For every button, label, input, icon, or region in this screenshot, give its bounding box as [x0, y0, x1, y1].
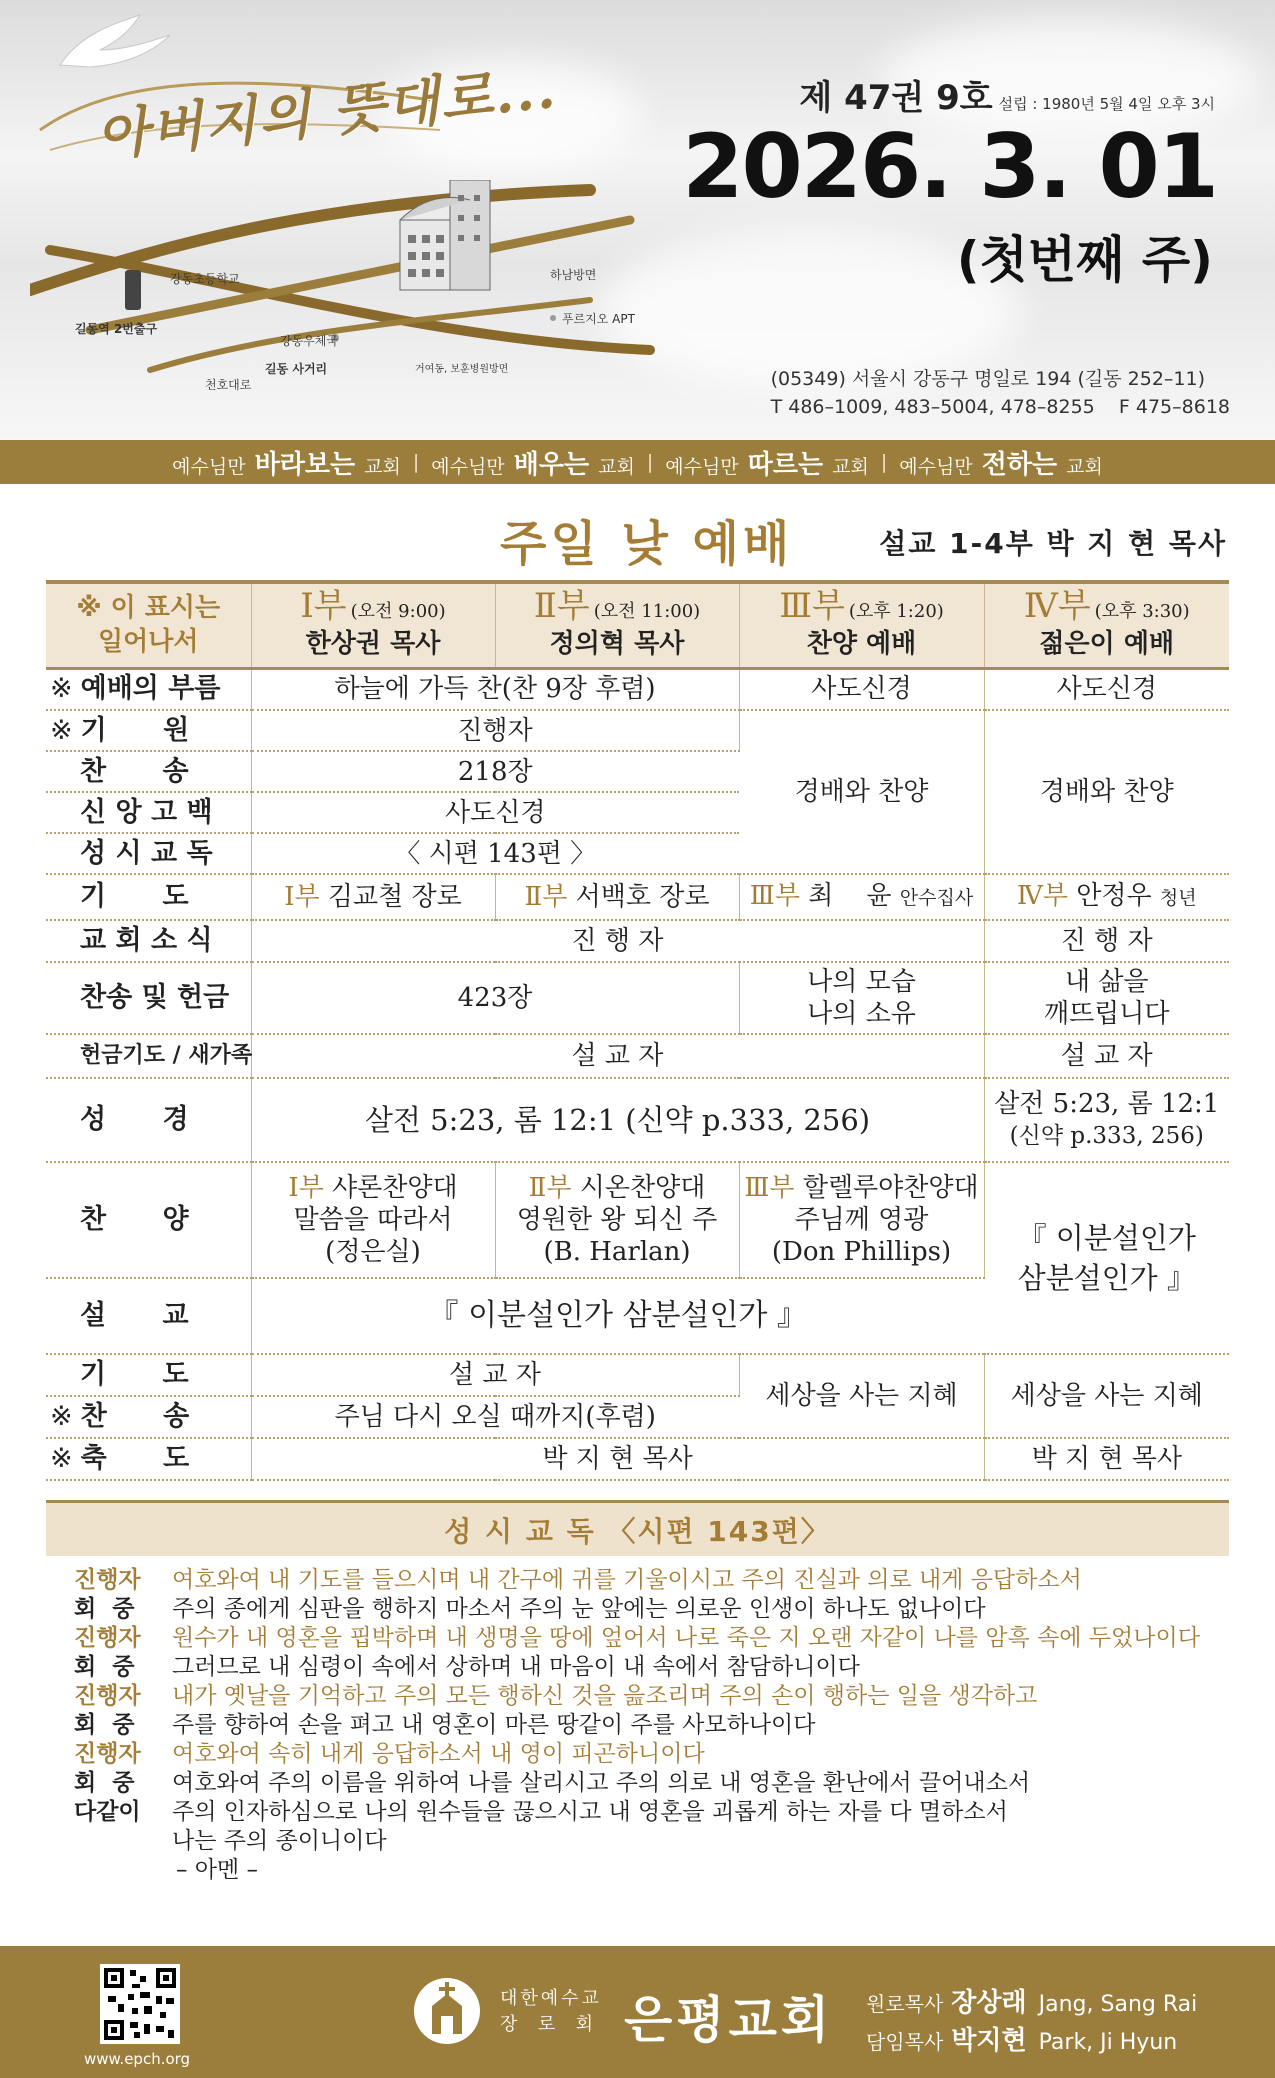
church-emblem-icon — [412, 1976, 482, 2046]
reading-line — [74, 1798, 1214, 1827]
map-label-apt: 푸르지오 APT — [562, 312, 635, 326]
row-label: ※ 기 원 — [46, 710, 251, 751]
table-cell: 사도신경 — [984, 668, 1229, 710]
logo-script: 아버지의 뜻대로... — [93, 55, 560, 168]
map-label-hospital: 거여동, 보훈병원방면 — [415, 364, 509, 375]
row-label: 찬 양 — [46, 1162, 251, 1278]
map-label-hanam: 하남방면 — [550, 268, 597, 282]
table-cell: 내 삶을 깨뜨립니다 — [984, 962, 1229, 1034]
issue-date: 2026. 3. 01 — [682, 115, 1217, 218]
table-row-benediction — [46, 1438, 1229, 1480]
reading-line — [74, 1653, 1214, 1682]
row-label: 성 시 교 독 — [46, 833, 251, 874]
motto-divider: | — [880, 451, 888, 473]
table-row-offering — [46, 962, 1229, 1034]
table-cell: 진 행 자 — [251, 920, 984, 962]
row-label: 찬송 및 헌금 — [46, 962, 251, 1034]
table-cell: 진행자 — [251, 710, 739, 751]
table-row-invocation — [46, 710, 1229, 751]
reading-role: 진행자 — [74, 1683, 141, 1709]
reading-line — [74, 1624, 1214, 1653]
table-cell: Ⅰ부 샤론찬양대 말씀을 따라서 (정은실) — [251, 1162, 495, 1278]
phone-line: T 486–1009, 483–5004, 478–8255 F 475–8618 — [770, 396, 1230, 418]
senior-pastor: 담임목사 박지현 Park, Ji Hyun — [866, 2026, 1178, 2056]
reading-role: 진행자 — [74, 1625, 141, 1651]
table-cell: Ⅳ부 안정우 청년 — [984, 874, 1229, 920]
denomination: 대한예수교 장 로 회 — [500, 1988, 602, 2035]
reading-text: 주의 인자하심으로 나의 원수들을 끊으시고 내 영혼을 괴롭게 하는 자를 다 멸하소서 — [172, 1799, 1008, 1825]
reading-line — [74, 1769, 1214, 1798]
table-row-scripture — [46, 1078, 1229, 1162]
bulletin-header — [0, 0, 1275, 440]
table-cell: 세상을 사는 지혜 — [739, 1354, 984, 1438]
reading-text: 그러므로 내 심령이 속에서 상하며 내 마음이 내 속에서 참담하니이다 — [172, 1654, 860, 1680]
reading-text: 주를 향하여 손을 펴고 내 영혼이 마른 땅같이 주를 사모하나이다 — [172, 1712, 816, 1738]
row-label: 신 앙 고 백 — [46, 792, 251, 833]
table-cell: 박 지 현 목사 — [984, 1438, 1229, 1480]
reading-role: 회 중 — [74, 1712, 135, 1738]
motto-bar — [0, 440, 1275, 484]
reading-role: 진행자 — [74, 1567, 141, 1593]
row-label: ※ 예배의 부름 — [46, 668, 251, 710]
reading-line — [74, 1740, 1214, 1769]
map-roads — [30, 180, 670, 420]
reading-role: 회 중 — [74, 1596, 135, 1622]
responsive-reading-title: 성 시 교 독 〈시편 143편〉 — [46, 1500, 1229, 1556]
table-row-closing-prayer — [46, 1354, 1229, 1396]
row-label: ※ 찬 송 — [46, 1396, 251, 1438]
table-cell: 진 행 자 — [984, 920, 1229, 962]
row-label: 기 도 — [46, 1354, 251, 1396]
reading-text: 내가 옛날을 기억하고 주의 모든 행하신 것을 읊조리며 주의 손이 행하는 일을 생각하고 — [172, 1683, 1038, 1709]
table-cell: 경배와 찬양 — [984, 710, 1229, 874]
bulletin-footer — [0, 1946, 1275, 2078]
emeritus-pastor: 원로목사 장상래 Jang, Sang Rai — [866, 1988, 1198, 2018]
table-cell: Ⅲ부 최 윤 안수집사 — [739, 874, 984, 920]
table-header-row — [46, 582, 1229, 668]
qr-code-icon[interactable] — [100, 1964, 180, 2044]
reading-role: 회 중 — [74, 1770, 135, 1796]
map-label-station: 길동역 2번출구 — [75, 322, 158, 336]
table-cell: 경배와 찬양 — [739, 710, 984, 874]
reading-line — [74, 1595, 1214, 1624]
map-label-cheonho: 천호대로 — [205, 378, 252, 392]
motto-item: 예수님만 배우는 교회 — [431, 449, 635, 480]
table-cell: 세상을 사는 지혜 — [984, 1354, 1229, 1438]
church-address — [771, 365, 1230, 421]
table-cell: Ⅱ부 서백호 장로 — [495, 874, 739, 920]
motto-item: 예수님만 따르는 교회 — [665, 449, 869, 480]
service-4-header: Ⅳ부 (오후 3:30) 젊은이 예배 — [984, 582, 1229, 668]
row-label: 성 경 — [46, 1078, 251, 1162]
reading-text: – 아멘 – — [176, 1857, 259, 1883]
table-cell: 살전 5:23, 롬 12:1 (신약 p.333, 256) — [251, 1078, 984, 1162]
table-cell: 〈 시편 143편 〉 — [251, 833, 739, 874]
reading-text: 여호와여 내 기도를 들으시며 내 간구에 귀를 기울이시고 주의 진실과 의로 내게 응답하소서 — [172, 1567, 1082, 1593]
website-url[interactable]: www.epch.org — [84, 2050, 191, 2068]
motto-item: 예수님만 전하는 교회 — [899, 449, 1103, 480]
table-cell: 설 교 자 — [251, 1034, 984, 1078]
church-name: 은평교회 — [624, 1991, 834, 2049]
reading-text: 여호와여 주의 이름을 위하여 나를 살리시고 주의 의로 내 영혼을 환난에서 끌어내소서 — [172, 1770, 1031, 1796]
reading-line — [74, 1566, 1214, 1595]
table-row-call-to-worship — [46, 668, 1229, 710]
motto-divider: | — [646, 451, 654, 473]
standing-note: ※ 이 표시는 일어나서 — [46, 582, 251, 668]
reading-role: 회 중 — [74, 1654, 135, 1680]
table-cell: 박 지 현 목사 — [251, 1438, 984, 1480]
table-cell: 주님 다시 오실 때까지(후렴) — [251, 1396, 739, 1438]
table-cell: Ⅱ부 시온찬양대 영원한 왕 되신 주 (B. Harlan) — [495, 1162, 739, 1278]
reading-role: 다같이 — [74, 1799, 141, 1825]
service-3-header: Ⅲ부 (오후 1:20) 찬양 예배 — [739, 582, 984, 668]
reading-role — [74, 1827, 172, 1856]
address-line: (05349) 서울시 강동구 명일로 194 (길동 252–11) — [770, 368, 1206, 390]
row-label: ※ 축 도 — [46, 1438, 251, 1480]
worship-order-table — [46, 580, 1229, 1481]
reading-line — [74, 1827, 1214, 1856]
worship-title: 주일 낮 예배 — [500, 516, 794, 572]
motto-divider: | — [412, 451, 420, 473]
table-cell: 설 교 자 — [984, 1034, 1229, 1078]
service-2-header: Ⅱ부 (오전 11:00) 정의혁 목사 — [495, 582, 739, 668]
sermon-speaker: 설교 1-4부 박 지 현 목사 — [879, 527, 1227, 560]
reading-text: 여호와여 속히 내게 응답하소서 내 영이 피곤하니이다 — [172, 1741, 705, 1767]
map-label-post-office: 강동우체국 — [280, 334, 338, 348]
map-label-school: 강동초등학교 — [170, 272, 240, 286]
row-label: 설 교 — [46, 1278, 251, 1354]
row-label: 기 도 — [46, 874, 251, 920]
table-cell: Ⅲ부 할렐루야찬양대 주님께 영광 (Don Phillips) — [739, 1162, 984, 1278]
issue-volume-line — [799, 70, 1215, 119]
table-row-anthem — [46, 1162, 1229, 1278]
table-cell: 218장 — [251, 751, 739, 792]
table-cell: 423장 — [251, 962, 739, 1034]
table-cell: 하늘에 가득 찬(찬 9장 후렴) — [251, 668, 739, 710]
table-row-offering-prayer — [46, 1034, 1229, 1078]
table-cell: 사도신경 — [739, 668, 984, 710]
table-cell: 설 교 자 — [251, 1354, 739, 1396]
reading-line — [74, 1682, 1214, 1711]
reading-role — [74, 1856, 172, 1885]
table-cell: 『 이분설인가 삼분설인가 』 — [984, 1162, 1229, 1354]
reading-text: 나는 주의 종이니이다 — [172, 1828, 387, 1854]
row-label: 헌금기도 / 새가족 — [46, 1034, 251, 1078]
table-cell: Ⅰ부 김교철 장로 — [251, 874, 495, 920]
row-label: 찬 송 — [46, 751, 251, 792]
responsive-reading — [74, 1566, 1214, 1885]
service-1-header: Ⅰ부 (오전 9:00) 한상권 목사 — [251, 582, 495, 668]
issue-volume: 제 47권 9호 — [799, 78, 993, 118]
motto-item: 예수님만 바라보는 교회 — [172, 449, 401, 480]
table-row-church-news — [46, 920, 1229, 962]
row-label: 교 회 소 식 — [46, 920, 251, 962]
table-cell: 『 이분설인가 삼분설인가 』 — [251, 1278, 984, 1354]
reading-text: 원수가 내 영혼을 핍박하며 내 생명을 땅에 엎어서 나로 죽은 지 오랜 자같이 나를 암흑 속에 두었나이다 — [172, 1625, 1200, 1651]
table-cell: 살전 5:23, 롬 12:1 (신약 p.333, 256) — [984, 1078, 1229, 1162]
reading-role: 진행자 — [74, 1741, 141, 1767]
reading-line — [74, 1856, 1214, 1885]
table-cell: 사도신경 — [251, 792, 739, 833]
established-date: 설립 : 1980년 5월 4일 오후 3시 — [998, 95, 1215, 113]
location-map — [30, 180, 670, 420]
issue-week: (첫번째 주) — [956, 231, 1213, 289]
table-cell: 나의 모습 나의 소유 — [739, 962, 984, 1034]
qr-code-graphic — [104, 1968, 176, 2040]
map-label-intersection: 길동 사거리 — [265, 362, 328, 376]
reading-text: 주의 종에게 심판을 행하지 마소서 주의 눈 앞에는 의로운 인생이 하나도 없나이다 — [172, 1596, 986, 1622]
reading-line — [74, 1711, 1214, 1740]
table-row-prayer — [46, 874, 1229, 920]
